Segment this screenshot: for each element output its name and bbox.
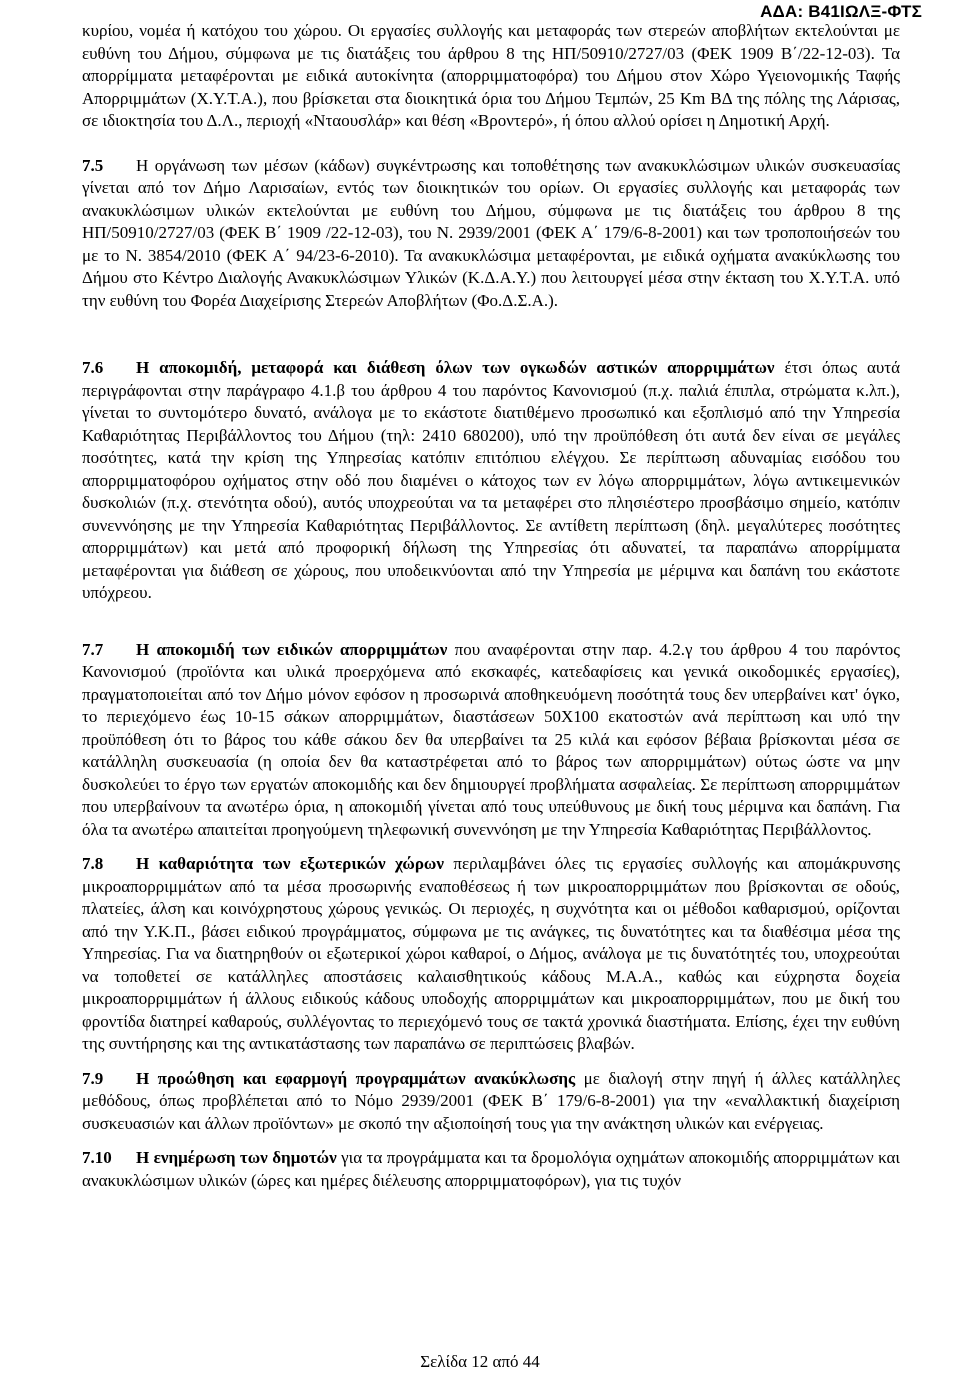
section-title: Η προώθηση και εφαρμογή προγραμμάτων ανακύκλωσης [136, 1068, 576, 1088]
document-body [82, 20, 900, 1192]
section-number: 7.6 [82, 358, 104, 377]
section-number: 7.5 [82, 155, 104, 175]
section-number: 7.9 [82, 1068, 104, 1088]
section-text: με διαλογή στην πηγή ή άλλες κατάλληλες μεθόδους, όπως προβλέπεται από το Νόμο 2939/2001 (ΦΕΚ Β΄ 179/6-8-2001) για την «εναλλακτική διαχείριση συσκευασιών και άλλων προϊόντων» με σκοπό την αξιοποίησή τους για την ανάκτηση υλικών και ενέργειας. [82, 1068, 901, 1133]
section-title: Η αποκομιδή, μεταφορά και διάθεση όλων των ογκωδών αστικών απορριμμάτων [136, 358, 775, 377]
page-number: Σελίδα 12 από 44 [420, 1352, 540, 1371]
section-7-5 [82, 155, 900, 313]
intro-paragraph: κυρίου, νομέα ή κατόχου του χώρου. Οι εργασίες συλλογής και μεταφοράς των στερεών αποβλήτων εκτελούνται με ευθύνη του Δήμου, σύμφωνα με τις διατάξεις του άρθρου 8 της ΗΠ/50910/2727/03 (ΦΕΚ 1909 Β΄/22-12-03). Τα απορρίμματα μεταφέρονται με ειδικά αυτοκίνητα (απορριμματοφόρα) του Δήμου στον Χώρο Υγειονομικής Ταφής Απορριμμάτων (Χ.Υ.Τ.Α.), που βρίσκεται στα διοικητικά όρια του Δήμου Τεμπών, 25 Km ΒΔ της πόλης της Λάρισας, σε ιδιοκτησία του Δ.Λ., περιοχή «Νταουσλάρ» και θέση «Βροντερό», ή όπου αλλού ορίσει η Δημοτική Αρχή. [82, 21, 900, 130]
ada-code: ΑΔΑ: Β41ΙΩΛΞ-ΦΤΣ [760, 2, 922, 21]
section-number: 7.8 [82, 854, 104, 873]
section-number: 7.7 [82, 639, 104, 659]
section-7-8 [82, 853, 900, 1056]
section-title: Η καθαριότητα των εξωτερικών χώρων [136, 854, 444, 873]
section-title: Η αποκομιδή των ειδικών απορριμμάτων [136, 639, 448, 659]
section-text: που αναφέρονται στην παρ. 4.2.γ του άρθρου 4 του παρόντος Κανονισμού (προϊόντα και υλικά προερχόμενα από εκσκαφές, κατεδαφίσεις και γενικά οικοδομικές εργασίες), πραγματοποιείται από τον Δήμο μόνον εφόσον η προσωρινά αποθηκευόμενη ποσότητά τους δεν υπερβαίνει κατ' όγκο, το περιεχόμενο έως 10-15 σάκων απορριμμάτων, διαστάσεων 50Χ100 εκατοστών ανά περίπτωση και υπό την προϋπόθεση ότι το βάρος του κάθε σάκου δεν θα υπερβαίνει τα 25 κιλά και εφόσον βέβαια βρίσκονται μέσα σε κατάλληλη συσκευασία (η οποία δεν θα καταστρέφεται από το βάρος των απορριμμάτων) ούτως ώστε να μην δυσκολεύει το έργο των εργατών αποκομιδής και δεν δημιουργεί προβλήματα ασφαλείας. Σε περίπτωση απορριμμάτων που υπερβαίνουν τα ανωτέρω όρια, η αποκομιδή γίνεται από τους υπεύθυνους με δική τους μέριμνα και δαπάνη. Για όλα τα ανωτέρω απαιτείται προηγούμενη τηλεφωνική συνεννόηση με την Υπηρεσία Καθαριότητας Περιβάλλοντος. [82, 639, 901, 839]
section-text: Η οργάνωση των μέσων (κάδων) συγκέντρωσης και τοποθέτησης των ανακυκλώσιμων υλικών συσκευασίας γίνεται από τον Δήμο Λαρισαίων, εντός των διοικητικών του ορίων. Οι εργασίες συλλογής και μεταφοράς των ανακυκλώσιμων υλικών εκτελούνται με ευθύνη του Δήμου, σύμφωνα με τις διατάξεις του άρθρου 8 της ΗΠ/50910/2727/03 (ΦΕΚ Β΄ 1909 /22-12-03), του Ν. 2939/2001 (ΦΕΚ Α΄ 179/6-8-2001) και των τροποποιήσεών του με το Ν. 3854/2010 (ΦΕΚ Α΄ 94/23-6-2010). Τα ανακυκλώσιμα μεταφέρονται, με ειδικά οχήματα ανακύκλωσης του Δήμου στο Κέντρο Διαλογής Ανακυκλώσιμων Υλικών (Κ.Δ.Α.Υ.) που λειτουργεί μέσα στην έκταση του Χ.Υ.Τ.Α. υπό την ευθύνη του Φορέα Διαχείρισης Στερεών Αποβλήτων (Φο.Δ.Σ.Α.). [82, 155, 900, 310]
section-text: περιλαμβάνει όλες τις εργασίες συλλογής και απομάκρυνσης μικροαπορριμμάτων από τα μέσα προσωρινής εναποθέσεως ή των μικροαπορριμμάτων που βρίσκονται σε οδούς, πλατείες, άλση και κοινόχρηστους χώρους γενικώς. Οι περιοχές, η συχνότητα και οι μέθοδοι καθαρισμού, ορίζονται από την Υ.Κ.Π., βάσει ειδικού προγράμματος, σύμφωνα με τις ανάγκες, τις δυνατότητες και τα διαθέσιμα μέσα της Υπηρεσίας. Για να διατηρηθούν οι εξωτερικοί χώροι καθαροί, ο Δήμος, ανάλογα με τις δυνατότητές του, υποχρεούται να τοποθετεί σε κατάλληλες αποστάσεις καλαισθητικούς κάδους Μ.Α.Α., καθώς και εύχρηστα δοχεία μικροαπορριμμάτων ή άλλους ειδικούς κάδους υποδοχής απορριμμάτων και μικροαπορριμμάτων, που με δική του φροντίδα διατηρεί καθαρούς, συλλέγοντας το περιεχόμενό τους σε τακτά χρονικά διαστήματα. Επίσης, έχει την ευθύνη της συντήρησης και της αντικατάστασης των παραπάνω σε περιπτώσεις βλαβών. [82, 854, 901, 1053]
section-text: έτσι όπως αυτά περιγράφονται στην παράγραφο 4.1.β του άρθρου 4 του παρόντος Κανονισμού (π.χ. παλιά έπιπλα, στρώματα κ.λπ.), γίνεται το συντομότερο δυνατό, ανάλογα με το εκάστοτε διατιθέμενο προσωπικό και εξοπλισμό από την Υπηρεσία Καθαριότητας Περιβάλλοντος του Δήμου (τηλ: 2410 680200), υπό την προϋπόθεση ότι αυτά δεν είναι σε μεγάλες ποσότητες, κατά την κρίση της Υπηρεσίας κατόπιν επιτόπιου ελέγχου. Σε περίπτωση αδυναμίας εισόδου του απορριμματοφόρου οχήματος στην οδό που διαμένει ο κάτοχος των εν λόγω απορριμμάτων, λόγω αντικειμενικών δυσκολιών (π.χ. στενότητα οδού), αυτός υποχρεούται να τα μεταφέρει στο πλησιέστερο προσβάσιμο σημείο, κατόπιν συνεννόησης με την Υπηρεσία Καθαριότητας Περιβάλλοντος. Σε αντίθετη περίπτωση (δηλ. μεγαλύτερες ποσότητες απορριμμάτων) και μετά από προφορική δήλωση της Υπηρεσίας ότι αδυνατεί, τα παραπάνω απορρίμματα μεταφέρονται για διάθεση σε χώρους, που υποδεικνύονται από την Υπηρεσία με μέριμνα και δαπάνη του εκάστοτε υπόχρεου. [82, 358, 901, 602]
section-7-9 [82, 1068, 900, 1136]
section-text: για τα προγράμματα και τα δρομολόγια οχημάτων αποκομιδής απορριμμάτων και ανακυκλώσιμων υλικών (ώρες και ημέρες διέλευσης απορριμματοφόρων), για τις τυχόν [82, 1148, 900, 1190]
section-7-6 [82, 357, 900, 605]
section-7-10 [82, 1147, 900, 1192]
section-7-7 [82, 639, 900, 842]
section-number: 7.10 [82, 1148, 112, 1167]
section-title: Η ενημέρωση των δημοτών [136, 1148, 337, 1167]
